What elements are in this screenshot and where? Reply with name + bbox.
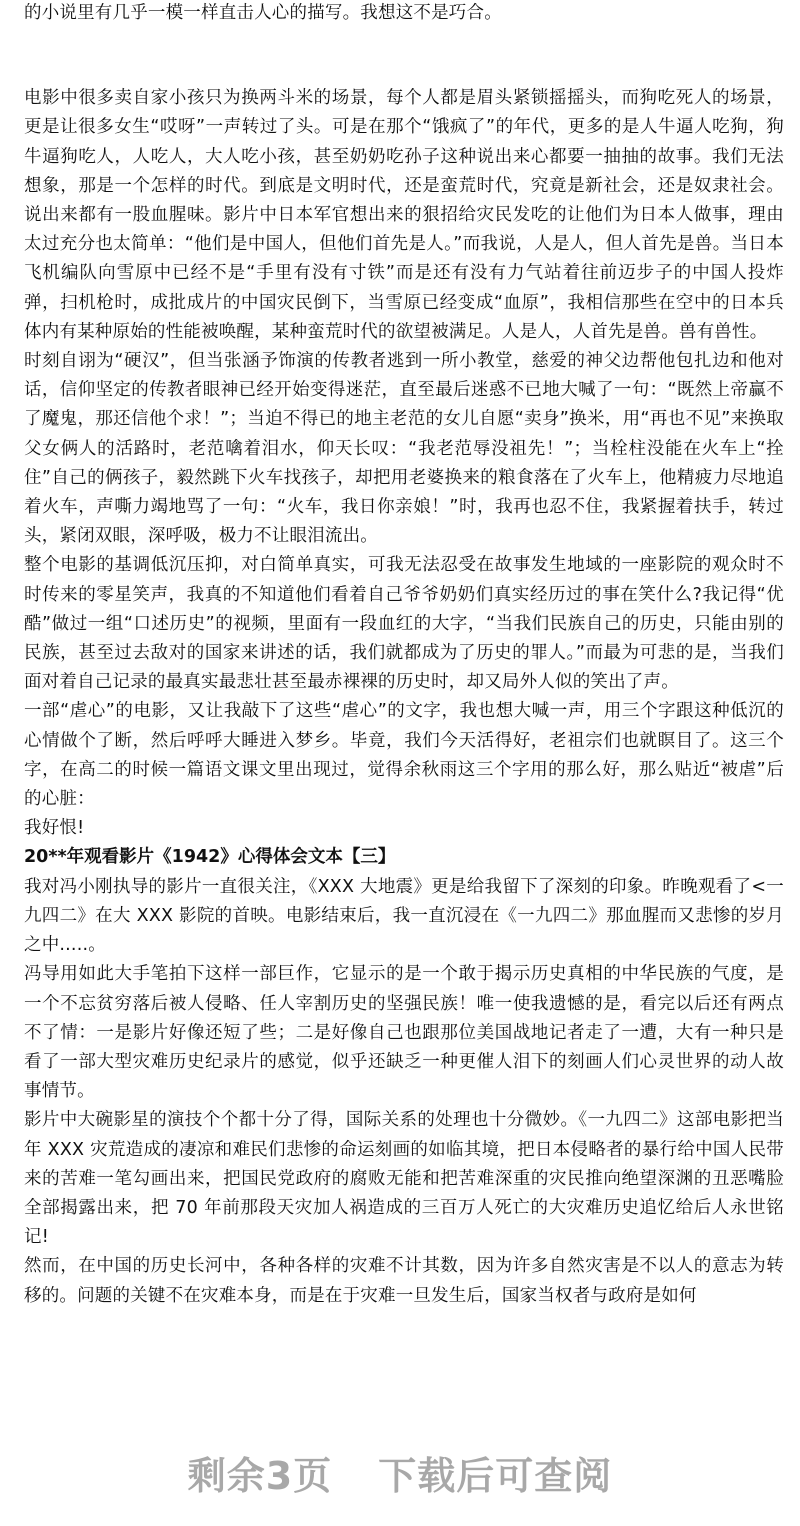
- paragraph: 一部“虐心”的电影，又让我敲下了这些“虐心”的文字，我也想大喊一声，用三个字跟这种低沉的心情做个了断，然后呼呼大睡进入梦乡。毕竟，我们今天活得好，老祖宗们也就瞑目了。这三个字，在高二的时候一篇语文课文里出现过，觉得余秋雨这三个字用的那么好，那么贴近“被虐”后的心脏：: [24, 701, 784, 810]
- paragraph-gap: [24, 28, 784, 84]
- section-heading: 20**年观看影片《1942》心得体会文本【三】: [24, 847, 396, 868]
- download-to-view-label[interactable]: 下载后可查阅: [378, 1453, 613, 1498]
- paragraph: 时刻自诩为“硬汉”，但当张涵予饰演的传教者逃到一所小教堂，慈爱的神父边帮他包扎边和他对话，信仰坚定的传教者眼神已经开始变得迷茫，直至最后迷惑不已地大喊了一句：“既然上帝赢不了魔鬼，那还信他个求！”；当迫不得已的地主老范的女儿自愿“卖身”换米，用“再也不见”来换取父女俩人的活路时，老范噙着泪水，仰天长叹：“我老范辱没祖先！”；当栓柱没能在火车上“拴住”自己的俩孩子，毅然跳下火车找孩子，却把用老婆换来的粮食落在了火车上，他精疲力尽地追着火车，声嘶力竭地骂了一句：“火车，我日你亲娘！”时，我再也忍不住，我紧握着扶手，转过头，紧闭双眼，深呼吸，极力不让眼泪流出。: [24, 351, 784, 547]
- download-prompt[interactable]: [0, 1418, 800, 1526]
- document-body: [24, 0, 784, 1311]
- paragraph: 电影中很多卖自家小孩只为换两斗米的场景，每个人都是眉头紧锁摇摇头，而狗吃死人的场景，更是让很多女生“哎呀”一声转过了头。可是在那个“饿疯了”的年代，更多的是人牛逼人吃狗，狗牛逼狗吃人，人吃人，大人吃小孩，甚至奶奶吃孙子这种说出来心都要一抽抽的故事。我们无法想象，那是一个怎样的时代。到底是文明时代，还是蛮荒时代，究竟是新社会，还是奴隶社会。说出来都有一股血腥味。影片中日本军官想出来的狠招给灾民发吃的让他们为日本人做事，理由太过充分也太简单：“他们是中国人，但他们首先是人。”而我说，人是人，但人首先是兽。当日本飞机编队向雪原中已经不是“手里有没有寸铁”而是还有没有力气站着往前迈步子的中国人投炸弹，扫机枪时，成批成片的中国灾民倒下，当雪原已经变成“血原”，我相信那些在空中的日本兵体内有某种原始的性能被唤醒，某种蛮荒时代的欲望被满足。人是人，人首先是兽。兽有兽性。: [24, 88, 784, 342]
- paragraph-lead: 的小说里有几乎一模一样直击人心的描写。我想这不是巧合。: [24, 3, 502, 23]
- paragraph: 冯导用如此大手笔拍下这样一部巨作，它显示的是一个敢于揭示历史真相的中华民族的气度，是一个不忘贫穷落后被人侵略、任人宰割历史的坚强民族！唯一使我遗憾的是，看完以后还有两点不了情：一是影片好像还短了些；二是好像自己也跟那位美国战地记者走了一遭，大有一种只是看了一部大型灾难历史纪录片的感觉，似乎还缺乏一种更催人泪下的刻画人们心灵世界的动人故事情节。: [24, 964, 784, 1102]
- paragraph: 整个电影的基调低沉压抑，对白简单真实，可我无法忍受在故事发生地域的一座影院的观众时不时传来的零星笑声，我真的不知道他们看着自己爷爷奶奶们真实经历过的事在笑什么?我记得“优酷”做过一组“口述历史”的视频，里面有一段血红的大字，“当我们民族自己的历史，只能由别的民族，甚至过去敌对的国家来讲述的话，我们就都成为了历史的罪人。”而最为可悲的是，当我们面对着自己记录的最真实最悲壮甚至最赤裸裸的历史时，却又局外人似的笑出了声。: [24, 555, 784, 693]
- paragraph: 然而，在中国的历史长河中，各种各样的灾难不计其数，因为许多自然灾害是不以人的意志为转移的。问题的关键不在灾难本身，而是在于灾难一旦发生后，国家当权者与政府是如何: [24, 1256, 784, 1306]
- remaining-pages-label[interactable]: 剩余3页: [187, 1453, 333, 1498]
- paragraph: 我好恨!: [24, 818, 85, 839]
- paragraph: 影片中大碗影星的演技个个都十分了得，国际关系的处理也十分微妙。《一九四二》这部电影把当年 XXX 灾荒造成的凄凉和难民们悲惨的命运刻画的如临其境，把日本侵略者的暴行给中国人民带来的苦难一笔勾画出来，把国民党政府的腐败无能和把苦难深重的灾民推向绝望深渊的丑恶嘴脸全部揭露出来，把 70 年前那段天灾加人祸造成的三百万人死亡的大灾难历史追忆给后人永世铭记!: [24, 1110, 784, 1248]
- paragraph: 我对冯小刚执导的影片一直很关注，《XXX 大地震》更是给我留下了深刻的印象。昨晚观看了<一九四二》在大 XXX 影院的首映。电影结束后，我一直沉浸在《一九四二》那血腥而又悲惨的岁月之中.....。: [24, 876, 784, 956]
